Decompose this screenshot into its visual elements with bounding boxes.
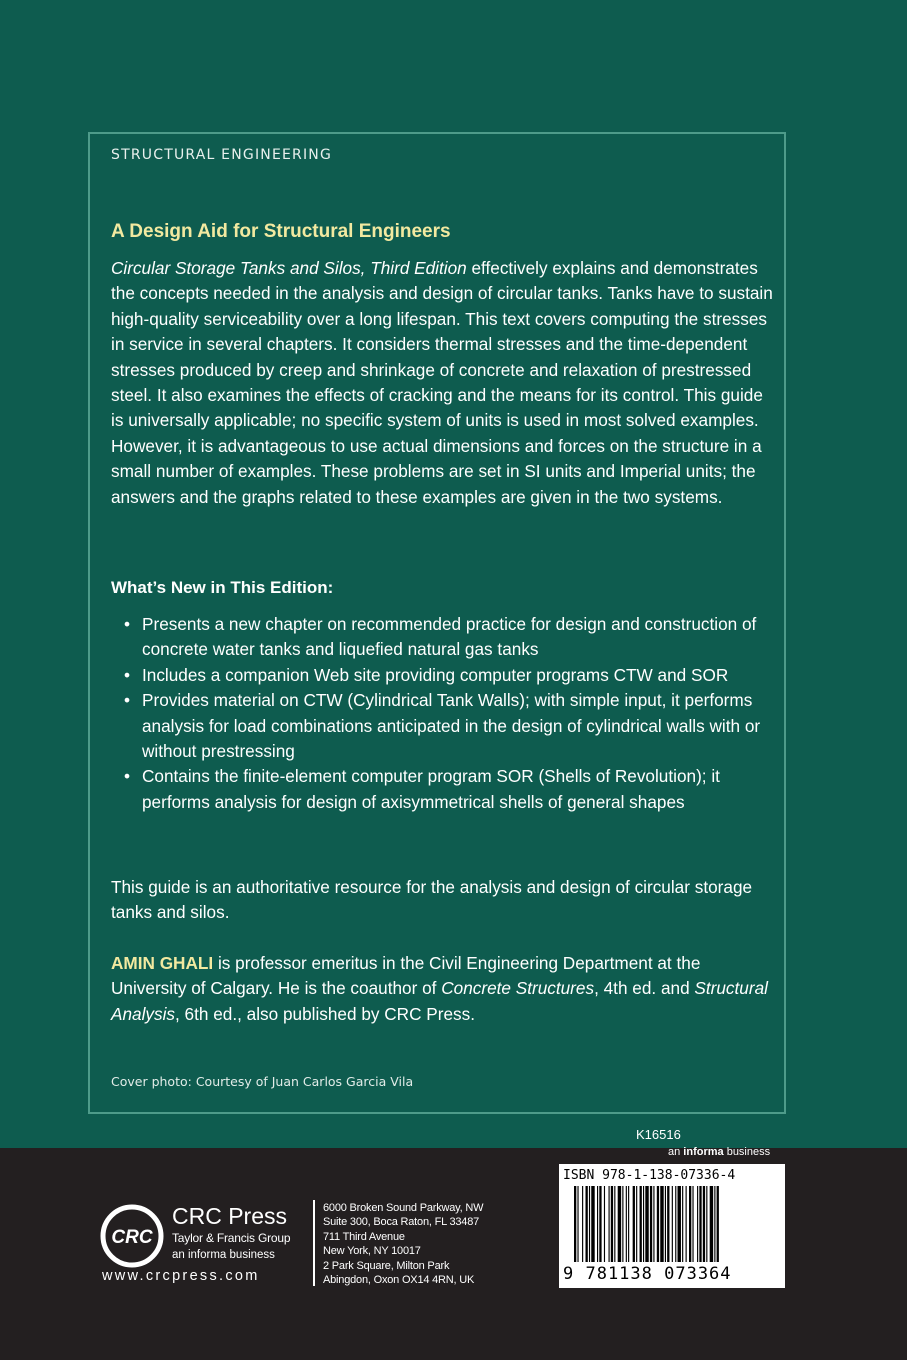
bullet-icon: • (124, 664, 131, 685)
barcode-bar (633, 1186, 635, 1262)
barcode-bar (703, 1186, 705, 1262)
bullet-icon: • (124, 690, 131, 711)
barcode-bar (597, 1186, 598, 1262)
whats-new-heading: What’s New in This Edition: (111, 578, 334, 597)
author-paragraph: AMIN GHALI is professor emeritus in the Civil Engineering Department at the University of Calgary. He is the coauthor of Concrete Structures, 4th ed. and Structural Analysis, 6th ed., also published by CRC Press. (111, 953, 768, 1024)
closing-paragraph: This guide is an authoritative resource for the analysis and design of circular storage tanks and silos. (111, 877, 753, 923)
barcode-bar (614, 1186, 615, 1262)
bullet-icon: • (124, 614, 131, 634)
book-title: Circular Storage Tanks and Silos, Third Edition (111, 258, 467, 278)
barcode-bar (599, 1186, 601, 1262)
series-label: STRUCTURAL ENGINEERING (111, 147, 333, 163)
barcode-bar (682, 1186, 683, 1262)
book-title: Concrete Structures (441, 978, 595, 999)
barcode-bar (699, 1186, 701, 1262)
barcode-bar (645, 1186, 648, 1262)
publisher-group-sub: an informa business (172, 1249, 275, 1261)
barcode-bar (577, 1186, 578, 1262)
isbn-label: ISBN 978-1-138-07336-4 (563, 1168, 736, 1183)
informa-tagline: an informa business (668, 1146, 771, 1158)
list-item: • Includes a companion Web site providing computer programs CTW and SOR (124, 663, 774, 688)
barcode-bar (622, 1186, 623, 1262)
barcode-bar (665, 1186, 666, 1262)
intro-text: effectively explains and demonstrates the concepts needed in the analysis and design of circular tanks. Tanks have to sustain high-quality serviceability over a long lifespan. This text covers computing the stresses in service in several chapters. It considers thermal stresses and the time-dependent stresses produced by creep and shrinkage of concrete and relaxation of prestressed steel. It also examines the effects of cracking and the means for its control. This guide is universally applicable; no specific system of units is used in most solved examples. However, it is advantageous to use actual dimensions and forces on the structure in a small number of examples. These problems are set in SI units and Imperial units; the answers and the graphs related to these examples are given in the two systems. (111, 258, 773, 507)
barcode-bar (672, 1186, 673, 1262)
barcode-bar (640, 1186, 642, 1262)
book-title: Structural Analysis (111, 978, 768, 1024)
headline: A Design Aid for Structural Engineers (111, 221, 451, 242)
publisher-group: Taylor & Francis Group (172, 1231, 291, 1245)
crc-logo-text: CRC (111, 1227, 153, 1248)
barcode-bar (657, 1186, 659, 1262)
barcode-bar (678, 1186, 681, 1262)
list-item: • Presents a new chapter on recommended practice for design and construction of concrete water tanks and liquefied natural gas tanks (124, 614, 757, 660)
barcode-bar (626, 1186, 627, 1262)
list-item: • Contains the finite-element computer program SOR (Shells of Revolution); it performs analysis for design of axisymmetrical shells of general shapes (124, 766, 720, 812)
barcode-bar (604, 1186, 605, 1262)
barcode-bar (574, 1186, 576, 1262)
barcode-bar (643, 1186, 644, 1262)
barcode-bar (636, 1186, 637, 1262)
publisher-address: 6000 Broken Sound Parkway, NW Suite 300, Boca Raton, FL 33487 711 Third Avenue New York, NY 10017 2 Park Square, Milton Park Abingdon, Oxon OX14 4RN, UK (323, 1202, 484, 1287)
author-name: AMIN GHALI (111, 953, 214, 973)
barcode-bar (689, 1186, 691, 1262)
barcode-bar (660, 1186, 663, 1262)
barcode-bar (609, 1186, 610, 1262)
barcode-bar (586, 1186, 588, 1262)
barcode-bar (717, 1186, 719, 1262)
barcode-bar (582, 1186, 583, 1262)
barcode-bar (675, 1186, 676, 1262)
barcode-bar (618, 1186, 621, 1262)
barcode-bar (697, 1186, 698, 1262)
barcode-bar (710, 1186, 713, 1262)
footer-divider (313, 1200, 315, 1286)
intro-paragraph (111, 256, 776, 510)
publisher-url: www.crcpress.com (102, 1268, 260, 1284)
crc-logo-icon (100, 1204, 164, 1268)
barcode-bar (706, 1186, 707, 1262)
barcode-bar (653, 1186, 654, 1262)
publisher-name: CRC Press (172, 1203, 288, 1229)
barcode-bar (611, 1186, 613, 1262)
barcode-bar (667, 1186, 669, 1262)
barcode-bar (650, 1186, 652, 1262)
barcode-icon (574, 1186, 770, 1262)
barcode-bar (591, 1186, 594, 1262)
barcode-bar (628, 1186, 629, 1262)
barcode-bar (589, 1186, 590, 1262)
barcode-bar (686, 1186, 687, 1262)
ean-digits: 9 781138 073364 (563, 1264, 732, 1284)
cover-credit: Cover photo: Courtesy of Juan Carlos Garcia Vila (111, 1074, 414, 1089)
barcode-bar (692, 1186, 693, 1262)
list-item: • Provides material on CTW (Cylindrical Tank Walls); with simple input, it performs analysis for load combinations anticipated in the design of cylindrical walls with or without prestressing (124, 690, 761, 762)
bullet-icon: • (124, 766, 131, 787)
barcode-bar (714, 1186, 715, 1262)
product-code: K16516 (636, 1127, 681, 1142)
whats-new-list (124, 612, 774, 815)
